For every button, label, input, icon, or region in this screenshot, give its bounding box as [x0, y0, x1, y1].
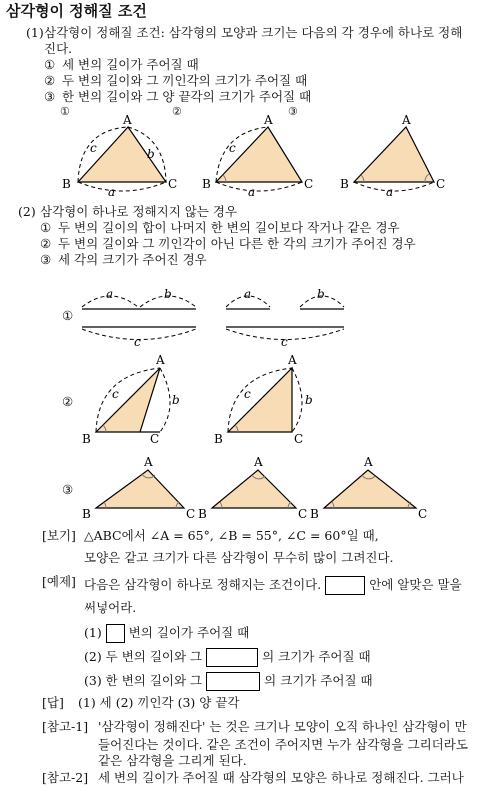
section2-item1: 두 변의 길이의 합이 나머지 한 변의 길이보다 작거나 같은 경우 [58, 220, 400, 235]
vertex-c: C [168, 177, 178, 191]
yeje-post: 안에 알맞은 말을 [369, 577, 462, 592]
q2-post: 의 크기가 주어질 때 [262, 649, 371, 664]
section1-item1-marker: ① [44, 57, 56, 72]
section1-line2: 진다. [44, 41, 73, 56]
bogi-line1: △ABC에서 ∠A = 65°, ∠B = 55°, ∠C = 60°일 때, [84, 528, 379, 543]
vertex-c: C [150, 432, 160, 446]
ref1-line3: 같은 삼각형을 그리게 된다. [98, 753, 247, 768]
answer-tag: [답] [42, 695, 64, 710]
ref1-tag: [참고-1] [42, 719, 89, 734]
vertex-c: C [186, 507, 196, 521]
vertex-a: A [156, 353, 165, 367]
segments-sum-less [226, 287, 344, 349]
vertex-b: B [198, 507, 207, 521]
vertex-a: A [254, 455, 263, 469]
seg-a-label: a [106, 287, 114, 301]
section2-item3-marker: ③ [40, 252, 52, 267]
question-2 [84, 648, 371, 667]
vertex-b: B [340, 177, 349, 191]
triangle-sas [202, 113, 313, 199]
triangle-sss [62, 113, 177, 199]
fig1-marker-1: ① [60, 105, 70, 118]
section2-line1: 삼각형이 하나로 정해지지 않는 경우 [40, 204, 238, 219]
seg-b-label: b [164, 287, 172, 301]
vertex-a: A [288, 353, 297, 367]
q1-text: 변의 길이가 주어질 때 [128, 625, 250, 640]
vertex-c: C [436, 177, 446, 191]
side-c-label: c [90, 141, 97, 155]
yeje-prompt [84, 576, 462, 595]
yeje-pre: 다음은 삼각형이 하나로 정해지는 조건이다. [84, 577, 322, 592]
vertex-c: C [298, 507, 308, 521]
answer-box-2[interactable] [206, 648, 258, 667]
section1-item3: 한 변의 길이와 그 양 끝각의 크기가 주어질 때 [62, 89, 312, 104]
answer-box-1[interactable] [106, 624, 125, 643]
section1-item2: 두 변의 길이와 그 끼인각의 크기가 주어질 때 [62, 73, 308, 88]
side-a-label: a [248, 185, 256, 199]
section1-item3-marker: ③ [44, 89, 56, 104]
q3-post: 의 크기가 주어질 때 [264, 673, 373, 688]
section1-item1: 세 변의 길이가 주어질 때 [62, 57, 199, 72]
side-b-label: b [172, 393, 180, 407]
ref1-line2: 들어진다는 것이다. 같은 조건이 주어지면 누가 삼각형을 그리더라도 [98, 737, 468, 752]
yeje-tag: [예제] [42, 574, 76, 589]
segments-sum-equal [82, 287, 196, 349]
side-a-label: a [108, 185, 116, 199]
yeje-line2: 써넣어라. [84, 600, 137, 615]
vertex-c: C [418, 507, 428, 521]
seg-a-label: a [244, 287, 252, 301]
side-c-label: c [229, 141, 236, 155]
section1-line1: 삼각형이 정해질 조건: 삼각형의 모양과 크기는 다음의 각 경우에 하나로 정해 [44, 25, 463, 40]
side-b-label: b [305, 393, 313, 407]
side-c-label: c [244, 387, 251, 401]
vertex-b: B [62, 177, 71, 191]
seg-c-label: c [281, 335, 288, 349]
vertex-b: B [214, 432, 223, 446]
page-title: 삼각형이 정해질 조건 [6, 2, 147, 20]
ref2-line1: 세 변의 길이가 주어질 때 삼각형의 모양은 하나로 정해진다. 그러나 [98, 770, 464, 785]
fig2-marker-3: ③ [62, 482, 74, 497]
triangle-aaa-large [310, 455, 427, 521]
triangle-asa [340, 113, 445, 199]
ref2-tag: [참고-2] [42, 770, 89, 785]
section2-number: (2) [18, 204, 36, 219]
ref1-line1: '삼각형이 정해진다' 는 것은 크기나 모양이 오직 하나인 삼각형이 만 [98, 719, 467, 734]
triangle-aaa-small [82, 455, 195, 521]
triangle-ssa-2 [214, 353, 313, 446]
vertex-a: A [364, 455, 373, 469]
section2-item2-marker: ② [40, 236, 52, 251]
answer-text: (1) 세 (2) 끼인각 (3) 양 끝각 [78, 695, 240, 710]
side-c-label: c [112, 387, 119, 401]
section1-item2-marker: ② [44, 73, 56, 88]
vertex-b: B [310, 507, 319, 521]
fig2-marker-1: ① [62, 308, 74, 323]
section1-number: (1) [26, 25, 44, 40]
question-3 [84, 672, 373, 691]
section2-item1-marker: ① [40, 220, 52, 235]
side-b-label: b [147, 147, 155, 161]
vertex-b: B [82, 507, 91, 521]
bogi-line2: 모양은 같고 크기가 다른 삼각형이 무수히 많이 그려진다. [84, 550, 394, 565]
fig1-marker-3: ③ [288, 105, 298, 118]
bogi-tag: [보기] [42, 528, 76, 543]
vertex-c: C [294, 432, 304, 446]
vertex-a: A [264, 113, 273, 127]
answer-box-3[interactable] [206, 672, 260, 691]
fig1-marker-2: ② [172, 105, 182, 118]
blank-box-example [325, 576, 365, 595]
vertex-b: B [202, 177, 211, 191]
q2-pre: (2) 두 변의 길이와 그 [84, 649, 203, 664]
vertex-a: A [144, 455, 153, 469]
vertex-b: B [82, 432, 91, 446]
seg-b-label: b [317, 287, 325, 301]
vertex-a: A [123, 113, 132, 127]
vertex-a: A [402, 113, 411, 127]
vertex-c: C [304, 177, 314, 191]
section2-item3: 세 각의 크기가 주어진 경우 [58, 252, 207, 267]
triangle-aaa-medium [198, 455, 307, 521]
question-1 [84, 624, 249, 643]
seg-c-label: c [134, 335, 141, 349]
fig2-marker-2: ② [62, 394, 74, 409]
q1-number: (1) [84, 625, 102, 640]
triangle-ssa-1 [82, 353, 180, 446]
section2-item2: 두 변의 길이와 그 끼인각이 아닌 다른 한 각의 크기가 주어진 경우 [58, 236, 416, 251]
side-a-label: a [386, 185, 394, 199]
q3-pre: (3) 한 변의 길이와 그 [84, 673, 203, 688]
